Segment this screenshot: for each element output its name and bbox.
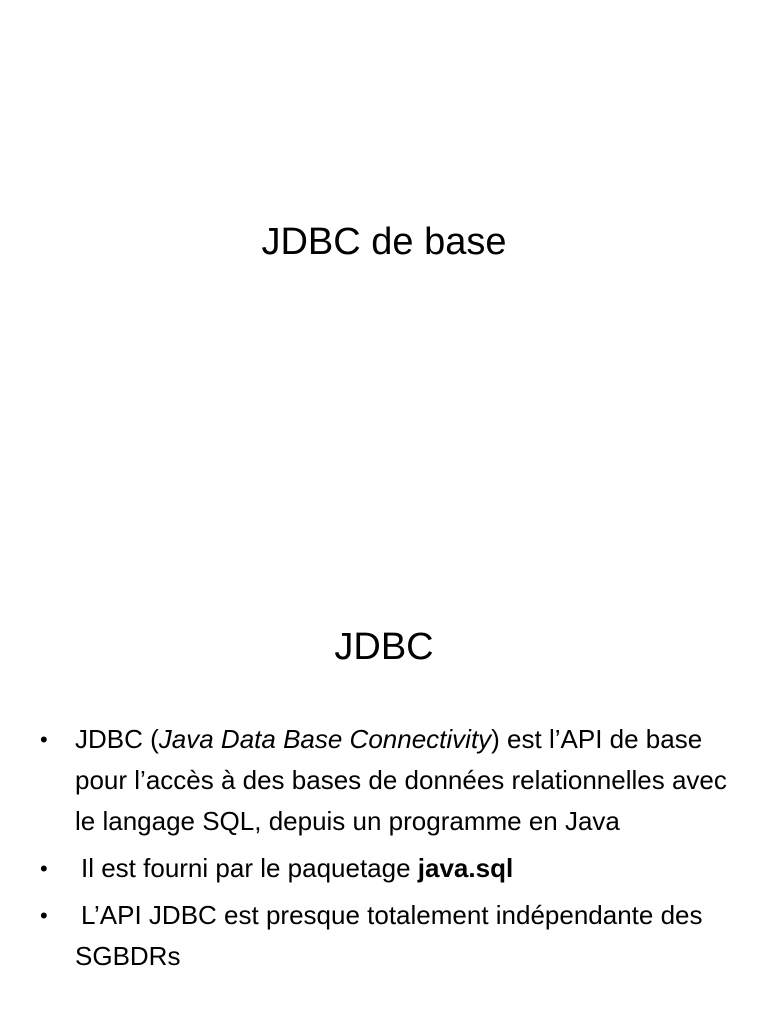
- bullet-text-italic: Java Data Base Connectivity: [158, 724, 492, 754]
- bullet-text-suffix: ) est l’API de base pour l’accès à des bases de données relationnelles avec le langage SQL, depuis un programme en Java: [75, 724, 727, 836]
- bullet-text-prefix: Il est fourni par le paquetage: [81, 853, 418, 883]
- bullet-list: [38, 719, 728, 983]
- bullet-icon: •: [40, 856, 48, 881]
- bullet-item-independence: [38, 895, 728, 977]
- slide-title: JDBC de base: [261, 221, 507, 263]
- bullet-item-jdbc-definition: [38, 719, 728, 842]
- bullet-item-package: [38, 848, 728, 889]
- bullet-text-prefix: JDBC (: [75, 724, 159, 754]
- bullet-text: L’API JDBC est presque totalement indépendante des SGBDRs: [75, 900, 703, 971]
- bullet-icon: •: [40, 727, 48, 752]
- bullet-icon: •: [40, 903, 48, 928]
- slide-heading: JDBC: [334, 626, 434, 668]
- content-slide: [0, 576, 768, 1024]
- bullet-text-bold: java.sql: [417, 853, 514, 883]
